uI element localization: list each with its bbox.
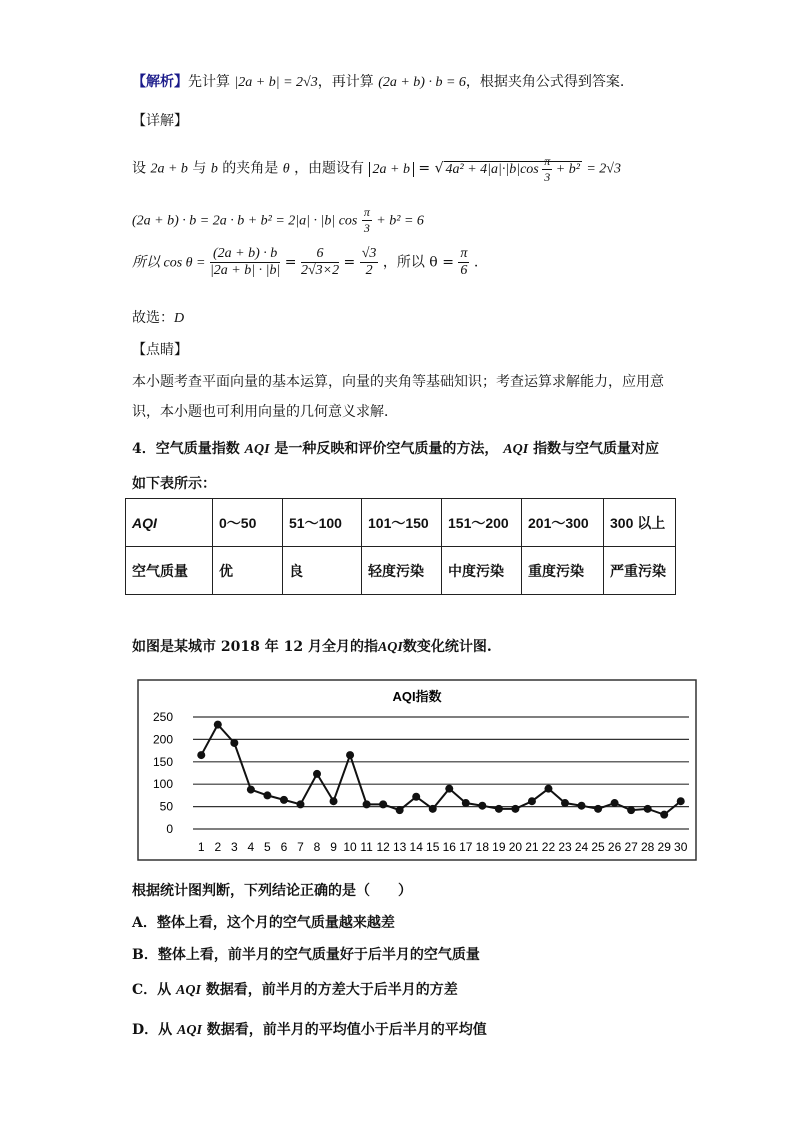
data-point bbox=[528, 797, 536, 805]
x-tick-label: 26 bbox=[607, 840, 622, 854]
x-tick-label: 23 bbox=[558, 840, 572, 854]
table-cell: 优 bbox=[213, 547, 283, 595]
x-tick-label: 18 bbox=[475, 840, 490, 854]
detail-text: 的夹角是 bbox=[222, 160, 279, 177]
chart-intro: 如图是某城市 2018 年 12 月全月的指AQI数变化统计图. bbox=[132, 639, 492, 655]
question-line-2: 如下表所示： bbox=[132, 476, 216, 492]
aqi-line-chart bbox=[137, 679, 697, 861]
table-cell: 151～200 bbox=[442, 499, 522, 547]
data-point bbox=[511, 805, 519, 813]
y-tick-label: 200 bbox=[152, 732, 173, 747]
table-cell: 51～100 bbox=[283, 499, 362, 547]
y-tick-label: 150 bbox=[152, 754, 173, 769]
table-row bbox=[126, 499, 676, 547]
x-tick-label: 5 bbox=[264, 840, 271, 854]
data-point bbox=[677, 797, 685, 805]
cos-fraction-2: $\frac{6}{2√3\times 2}$ bbox=[300, 246, 340, 278]
data-point bbox=[445, 785, 453, 793]
data-point bbox=[578, 802, 586, 810]
theta-fraction: $\frac{\pi}{6}$ bbox=[460, 246, 468, 278]
detail-vec-b: b bbox=[210, 161, 218, 177]
analysis-text-3: ，根据夹角公式得到答案. bbox=[465, 74, 625, 90]
x-tick-label: 19 bbox=[492, 840, 506, 854]
detail-eq-2-end: + b² = 6 bbox=[376, 213, 424, 229]
table-cell: 轻度污染 bbox=[362, 547, 442, 595]
detail-tag: 【详解】 bbox=[132, 113, 188, 129]
data-point bbox=[230, 739, 238, 747]
option-b: B．整体上看，前半月的空气质量好于后半月的空气质量 bbox=[132, 947, 480, 963]
x-tick-label: 28 bbox=[640, 840, 655, 854]
aqi-table bbox=[125, 498, 676, 595]
y-tick-label: 100 bbox=[152, 777, 173, 792]
x-tick-label: 15 bbox=[426, 840, 440, 854]
x-tick-label: 14 bbox=[409, 840, 423, 854]
detail-pi-over-3: $\frac{\pi}{3}$ bbox=[363, 205, 370, 235]
x-tick-label: 27 bbox=[624, 840, 638, 854]
x-tick-label: 9 bbox=[330, 840, 337, 854]
x-tick-label: 4 bbox=[247, 840, 255, 854]
data-point bbox=[478, 802, 486, 810]
detail-lhs: 2a + b bbox=[369, 162, 414, 177]
x-tick-label: 12 bbox=[376, 840, 390, 854]
table-row bbox=[126, 547, 676, 595]
theta-prefix: ，所以 θ = bbox=[382, 254, 454, 271]
data-point bbox=[330, 797, 338, 805]
answer-value: D bbox=[174, 311, 185, 326]
table-cell: 严重污染 bbox=[604, 547, 676, 595]
data-point bbox=[561, 799, 569, 807]
data-point bbox=[313, 770, 321, 778]
x-tick-label: 25 bbox=[591, 840, 605, 854]
data-point bbox=[379, 800, 387, 808]
data-point bbox=[644, 805, 652, 813]
detail-line-3: 所以 cos θ = $\frac{(2a + b) \cdot b}{|2a + b| \cdot |b|}$ = $\frac{6}{2√3\times 2}$ = $\frac{√3}{2}$ ，所以 θ = $\frac{\pi}{6}$ . bbox=[132, 246, 479, 278]
detail-prefix: 设 bbox=[132, 160, 146, 177]
y-tick-label: 50 bbox=[159, 799, 173, 814]
data-point bbox=[412, 793, 420, 801]
question-prompt: 根据统计图判断，下列结论正确的是（ ） bbox=[132, 883, 412, 899]
x-tick-label: 8 bbox=[313, 840, 321, 854]
detail-eq-2: (2a + b) · b = 2a · b + b² = 2|a| · |b| cos bbox=[132, 213, 358, 229]
data-point bbox=[346, 751, 354, 759]
detail-mid: 与 bbox=[192, 160, 207, 177]
chart-title: AQI指数 bbox=[392, 689, 442, 704]
analysis-text-2: ，再计算 bbox=[317, 74, 374, 90]
data-point bbox=[611, 799, 619, 807]
comment-line-1: 本小题考查平面向量的基本运算，向量的夹角等基础知识；考查运算求解能力，应用意 bbox=[132, 374, 664, 390]
x-tick-label: 20 bbox=[508, 840, 523, 854]
cos-fraction: $\frac{(2a + b) \cdot b}{|2a + b| \cdot |b|}$ bbox=[209, 246, 281, 278]
aqi-term: AQI bbox=[244, 442, 270, 457]
x-tick-label: 30 bbox=[674, 840, 688, 854]
x-tick-label: 6 bbox=[280, 840, 288, 854]
x-tick-label: 10 bbox=[343, 840, 357, 854]
data-point bbox=[296, 800, 304, 808]
cos-fraction-3: $\frac{√3}{2}$ bbox=[361, 246, 377, 278]
analysis-line bbox=[132, 71, 624, 91]
comment-line-2: 识，本小题也可利用向量的几何意义求解． bbox=[132, 404, 398, 420]
answer-line: 故选：D bbox=[132, 310, 185, 326]
x-tick-label: 3 bbox=[230, 840, 238, 854]
cos-prefix: 所以 cos θ = bbox=[132, 255, 206, 271]
data-point bbox=[495, 805, 503, 813]
x-tick-label: 13 bbox=[392, 840, 407, 854]
detail-line-1: 设 2a + b 与 b 的夹角是 θ ，由题设有 2a + b = √ 4a² + 4|a|·|b|cos $\frac{\pi}{3}$ + b² = 2√3 bbox=[132, 154, 621, 184]
x-tick-label: 16 bbox=[442, 840, 456, 854]
data-point bbox=[462, 799, 470, 807]
analysis-tag: 【解析】 bbox=[132, 74, 188, 90]
table-cell: 101～150 bbox=[362, 499, 442, 547]
detail-radicand: 4a² + 4|a|·|b|cos $\frac{\pi}{3}$ + b² bbox=[445, 154, 580, 184]
y-tick-label: 250 bbox=[152, 710, 173, 724]
table-cell: 300 以上 bbox=[604, 499, 676, 547]
data-point bbox=[429, 805, 437, 813]
data-point bbox=[544, 785, 552, 793]
table-cell: 空气质量 bbox=[126, 547, 213, 595]
table-cell: 重度污染 bbox=[522, 547, 604, 595]
x-tick-label: 11 bbox=[360, 840, 373, 854]
analysis-expr-1: |2a + b| = 2√3 bbox=[234, 75, 318, 90]
data-point bbox=[660, 811, 668, 819]
x-tick-label: 17 bbox=[459, 840, 473, 854]
detail-text-2: ，由题设有 bbox=[294, 160, 365, 177]
detail-line-2 bbox=[132, 205, 424, 236]
x-tick-label: 22 bbox=[541, 840, 556, 854]
analysis-text-1: 先计算 bbox=[188, 74, 230, 90]
data-point bbox=[627, 806, 635, 814]
data-point bbox=[197, 751, 205, 759]
data-point bbox=[263, 791, 271, 799]
data-point bbox=[396, 806, 404, 814]
option-a: A．整体上看，这个月的空气质量越来越差 bbox=[132, 915, 395, 931]
table-cell: AQI bbox=[126, 499, 213, 547]
x-tick-label: 21 bbox=[525, 840, 539, 854]
x-tick-label: 29 bbox=[657, 840, 671, 854]
table-cell: 201～300 bbox=[522, 499, 604, 547]
data-point bbox=[247, 786, 255, 794]
option-d: D．从 AQI 数据看，前半月的平均值小于后半月的平均值 bbox=[132, 1022, 487, 1038]
table-cell: 中度污染 bbox=[442, 547, 522, 595]
data-point bbox=[594, 805, 602, 813]
detail-theta: θ bbox=[282, 161, 290, 177]
x-tick-label: 7 bbox=[297, 840, 304, 854]
x-tick-label: 2 bbox=[214, 840, 222, 854]
table-cell: 0～50 bbox=[213, 499, 283, 547]
x-tick-label: 1 bbox=[197, 840, 205, 854]
data-point bbox=[214, 721, 222, 729]
data-point bbox=[363, 800, 371, 808]
comment-tag: 【点睛】 bbox=[132, 342, 188, 358]
table-cell: 良 bbox=[283, 547, 362, 595]
question-line-1: 4．空气质量指数 AQI 是一种反映和评价空气质量的方法， AQI 指数与空气质量对应 bbox=[132, 441, 660, 457]
detail-vec-sum: 2a + b bbox=[150, 161, 188, 177]
detail-rhs: = 2√3 bbox=[586, 161, 621, 177]
y-tick-label: 0 bbox=[166, 822, 173, 836]
data-point bbox=[280, 796, 288, 804]
x-tick-label: 24 bbox=[574, 840, 589, 854]
option-c: C．从 AQI 数据看，前半月的方差大于后半月的方差 bbox=[132, 982, 458, 998]
analysis-expr-2: (2a + b) · b = 6 bbox=[378, 75, 466, 90]
